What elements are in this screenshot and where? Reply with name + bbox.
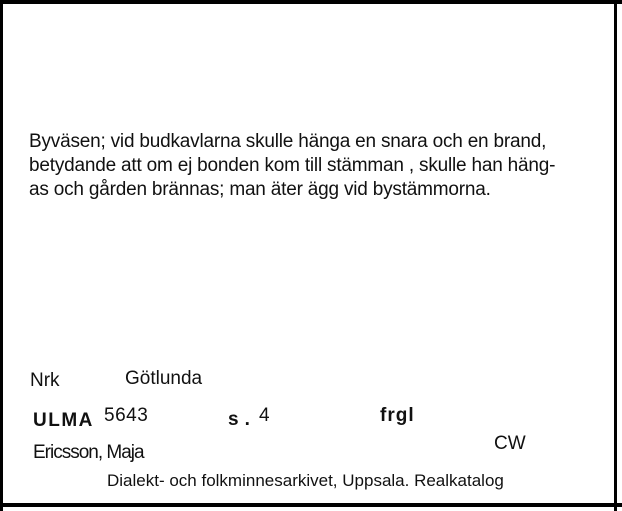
- recorder-initials: CW: [494, 433, 526, 454]
- body-line: as och gården brännas; man äter ägg vid bystämmorna.: [29, 179, 491, 200]
- place-name: Götlunda: [125, 368, 203, 389]
- card-border-top: [0, 0, 622, 4]
- nrk-label: Nrk: [30, 370, 60, 391]
- archive-footer: Dialekt- och folkminnesarkivet, Uppsala. Realkatalog: [107, 471, 504, 490]
- frgl-code: frgl: [380, 405, 415, 426]
- informant-name: Ericsson, Maja: [33, 442, 144, 463]
- card-border-bottom: [0, 503, 622, 507]
- card-body-text: [29, 130, 599, 202]
- archive-code: ULMA: [33, 410, 94, 431]
- card-border-right: [614, 0, 617, 511]
- card-border-left: [0, 0, 3, 511]
- page-number: 4: [259, 405, 270, 426]
- body-line: betydande att om ej bonden kom till stämman , skulle han häng-: [29, 155, 556, 176]
- body-line: Byväsen; vid budkavlarna skulle hänga en snara och en brand,: [29, 131, 547, 152]
- archive-number: 5643: [104, 405, 149, 426]
- page-label: s.: [228, 409, 256, 430]
